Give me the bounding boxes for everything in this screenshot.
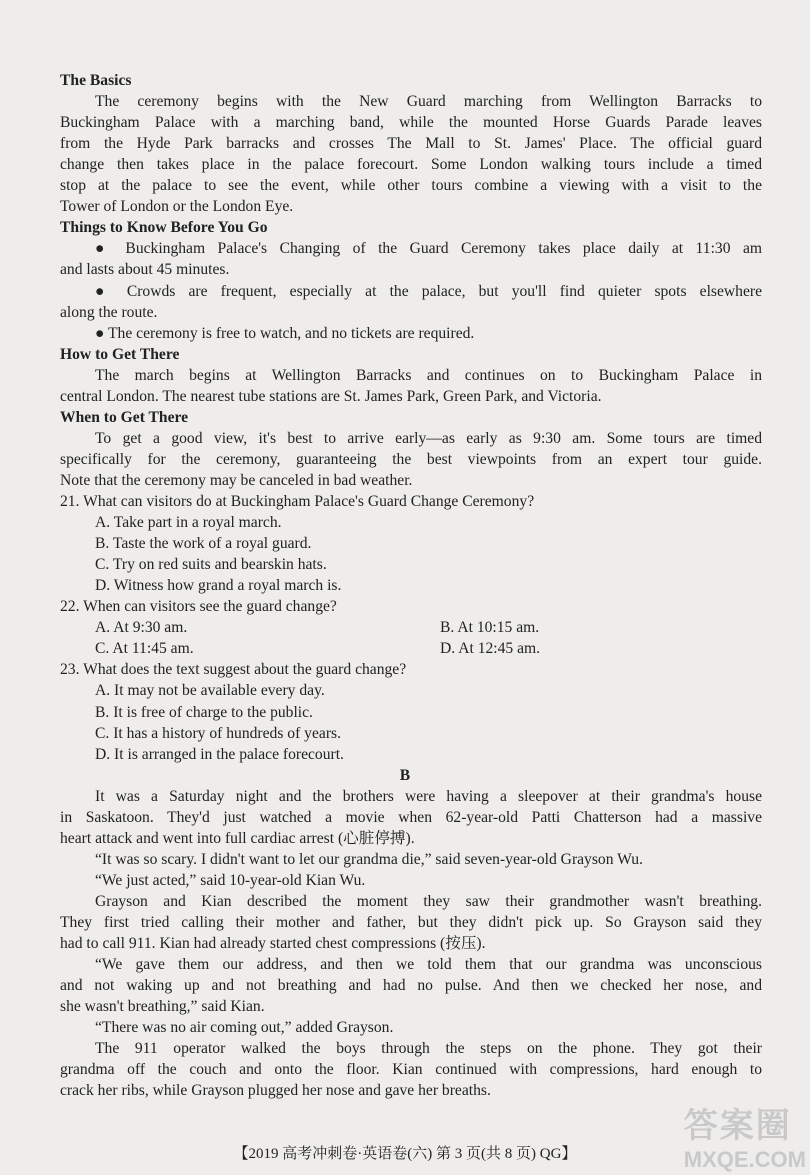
option-text: B. At 10:15 am. (440, 619, 540, 637)
text-line: she wasn't breathing,” said Kian. (60, 998, 265, 1016)
text-line: They first tried calling their mother and father, but they didn't pick up. So Grayson said they (60, 914, 762, 931)
text-line: A. Take part in a royal march. (95, 514, 282, 532)
text-line: ● Crowds are frequent, especially at the palace, but you'll find quieter spots elsewhere (95, 282, 762, 300)
text-line: along the route. (60, 303, 158, 321)
watermark-logo: 答案圈 (683, 1107, 792, 1145)
text-line: 23. What does the text suggest about the guard change? (60, 661, 407, 679)
text-line: change then takes place in the palace forecourt. Some London walking tours include a timed (60, 156, 762, 174)
text-line: D. Witness how grand a royal march is. (95, 577, 342, 595)
text-line: Note that the ceremony may be canceled in bad weather. (60, 471, 413, 489)
text-line: “We gave them our address, and then we told them that our grandma was unconscious (95, 956, 762, 974)
text-line: “It was so scary. I didn't want to let our grandma die,” said seven-year-old Grayson Wu. (95, 850, 643, 868)
text-line: 21. What can visitors do at Buckingham Palace's Guard Change Ceremony? (60, 493, 535, 510)
text-line: A. At 9:30 am. (95, 619, 188, 637)
text-line: B. Taste the work of a royal guard. (95, 535, 312, 553)
text-line: stop at the palace to see the event, while other tours combine a viewing with a visit to the (60, 177, 762, 195)
text-line: and lasts about 45 minutes. (60, 261, 230, 279)
text-line: in Saskatoon. They'd just watched a movie when 62-year-old Patti Chatterson had a massive (60, 808, 762, 826)
text-line: ● The ceremony is free to watch, and no tickets are required. (95, 324, 475, 342)
text-line: heart attack and went into full cardiac arrest (心脏停搏). (60, 829, 415, 847)
page-footer: 【2019 高考冲刺卷·英语卷(六) 第 3 页(共 8 页) QG】 (233, 1146, 577, 1162)
text-line: specifically for the ceremony, guaranteeing the best viewpoints from an expert tour guide. (60, 450, 762, 468)
text-line: and not waking up and not breathing and had no pulse. And then we checked her nose, and (60, 977, 762, 995)
text-line: C. At 11:45 am. (95, 640, 194, 658)
text-line: had to call 911. Kian had already started chest compressions (按压). (60, 935, 486, 953)
watermark-site: MXQE.COM (683, 1147, 806, 1172)
section-heading: When to Get There (60, 408, 189, 426)
text-line: B. It is free of charge to the public. (95, 703, 313, 721)
text-line: A. It may not be available every day. (95, 682, 325, 700)
text-line: 22. When can visitors see the guard change? (60, 598, 337, 616)
section-heading: B (399, 766, 411, 784)
section-heading: How to Get There (60, 345, 180, 363)
text-line: central London. The nearest tube stations are St. James Park, Green Park, and Victoria. (60, 387, 602, 405)
text-line: ● Buckingham Palace's Changing of the Guard Ceremony takes place daily at 11:30 am (95, 240, 762, 258)
text-line: “There was no air coming out,” added Grayson. (95, 1019, 394, 1037)
text-line: D. It is arranged in the palace forecourt. (95, 745, 344, 763)
watermark (684, 1098, 806, 1173)
section-heading: Things to Know Before You Go (60, 219, 268, 237)
text-line: from the Hyde Park barracks and crosses The Mall to St. James' Place. The official guard (60, 135, 762, 153)
text-line: The ceremony begins with the New Guard marching from Wellington Barracks to (95, 93, 762, 111)
text-line: “We just acted,” said 10-year-old Kian Wu. (95, 871, 366, 889)
text-line: grandma off the couch and onto the floor. Kian continued with compressions, hard enough to (60, 1061, 762, 1079)
text-line: The march begins at Wellington Barracks and continues on to Buckingham Palace in (95, 366, 762, 384)
text-line: crack her ribs, while Grayson plugged her nose and gave her breaths. (60, 1082, 491, 1100)
text-line: To get a good view, it's best to arrive early—as early as 9:30 am. Some tours are timed (95, 429, 762, 447)
text-line: C. It has a history of hundreds of years. (95, 724, 341, 742)
text-line: C. Try on red suits and bearskin hats. (95, 556, 327, 574)
text-line: The 911 operator walked the boys through the steps on the phone. They got their (95, 1040, 762, 1058)
section-heading: The Basics (60, 72, 132, 89)
text-line: Tower of London or the London Eye. (60, 198, 294, 216)
text-line: It was a Saturday night and the brothers were having a sleepover at their grandma's house (95, 787, 762, 805)
text-line: Grayson and Kian described the moment they saw their grandmother wasn't breathing. (95, 892, 762, 910)
option-text: D. At 12:45 am. (440, 640, 541, 658)
text-line: Buckingham Palace with a marching band, while the mounted Horse Guards Parade leaves (60, 114, 762, 132)
